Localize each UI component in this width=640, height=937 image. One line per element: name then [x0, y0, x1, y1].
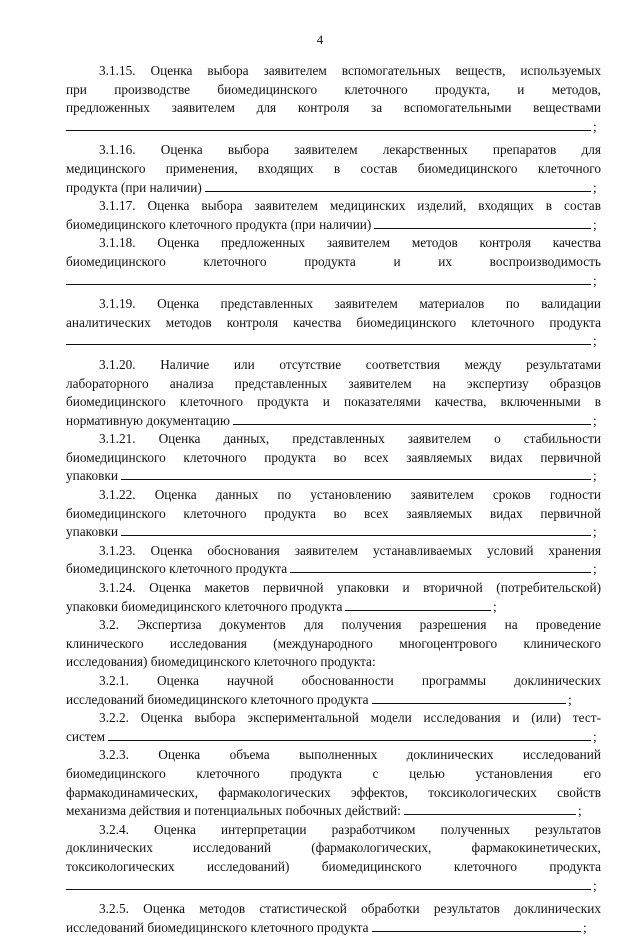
text-line: биомедицинского клеточного продукта и их воспроизводимость	[66, 253, 601, 269]
text-line: аналитических методов контроля качества биомедицинского клеточного продукта	[66, 314, 601, 330]
line-end-mark: ;	[593, 216, 597, 232]
text-line: 3.1.24. Оценка макетов первичной упаковки и вторичной (потребительской)	[99, 580, 601, 596]
blank-underline	[404, 802, 576, 815]
line-end-mark: ;	[493, 598, 497, 614]
line-text: упаковки биомедицинского клеточного продукта	[66, 598, 343, 614]
line-end-mark: ;	[593, 333, 597, 349]
line-text: упаковки	[66, 524, 118, 540]
line-text: биомедицинского клеточного продукта	[66, 561, 288, 577]
text-line: клинического исследования (международного многоцентрового клинического	[66, 635, 601, 651]
clause-paragraph	[66, 197, 601, 234]
line-end-mark: ;	[583, 919, 587, 935]
blank-underline	[66, 877, 591, 890]
text-line: биомедицинского клеточного продукта во всех заявляемых видах первичной	[66, 505, 601, 521]
fill-in-line	[66, 523, 601, 542]
fill-in-line	[66, 691, 576, 710]
clause-paragraph	[66, 486, 601, 542]
text-line: 3.2.4. Оценка интерпретации разработчиком полученных результатов	[99, 821, 601, 837]
text-line: 3.1.20. Наличие или отсутствие соответствия между результатами	[99, 356, 601, 372]
text-line: лабораторного анализа представленных заявителем на экспертизу образцов	[66, 375, 601, 391]
line-end-mark: ;	[593, 412, 597, 428]
text-line: исследования) биомедицинского клеточного продукта:	[66, 654, 376, 670]
line-end-mark: ;	[593, 561, 597, 577]
clause-paragraph	[66, 900, 601, 937]
blank-underline	[66, 118, 591, 131]
text-line: доклинических исследований (фармакологических, фармакокинетических,	[66, 840, 601, 856]
text-line: при производстве биомедицинского клеточного продукта, и методов,	[66, 81, 601, 97]
text-line: 3.1.16. Оценка выбора заявителем лекарственных препаратов для	[99, 142, 601, 158]
line-end-mark: ;	[593, 877, 597, 893]
line-text: исследований биомедицинского клеточного продукта	[66, 691, 369, 707]
blank-underline	[66, 272, 591, 285]
blank-underline	[372, 919, 581, 932]
clause-paragraph	[66, 542, 601, 579]
fill-in-line	[66, 216, 601, 235]
text-line: 3.2. Экспертиза документов для получения разрешения на проведение	[99, 617, 601, 633]
line-end-mark: ;	[593, 728, 597, 744]
clause-paragraph	[66, 234, 601, 290]
text-line: 3.1.18. Оценка предложенных заявителем методов контроля качества	[99, 235, 601, 251]
clause-paragraph	[66, 579, 601, 616]
line-end-mark: ;	[593, 524, 597, 540]
line-text: исследований биомедицинского клеточного продукта	[66, 919, 369, 935]
clause-paragraph	[66, 672, 601, 709]
blank-underline	[290, 560, 591, 573]
fill-in-line	[66, 467, 601, 486]
blank-underline	[121, 523, 591, 536]
fill-in-line	[66, 560, 601, 579]
page-number: 4	[316, 32, 324, 47]
text-line: 3.1.19. Оценка представленных заявителем материалов по валидации	[99, 296, 601, 312]
line-text: механизма действия и потенциальных побочных действий:	[66, 803, 401, 819]
fill-in-line	[66, 272, 601, 291]
blank-underline	[372, 691, 566, 704]
clause-paragraph	[66, 356, 601, 430]
text-line: токсикологических исследований) биомедицинского клеточного продукта	[66, 858, 601, 874]
clause-paragraph	[66, 746, 601, 820]
clause-paragraph	[66, 430, 601, 486]
text-line: 3.1.15. Оценка выбора заявителем вспомогательных веществ, используемых	[99, 63, 601, 78]
line-text: нормативную документацию	[66, 412, 230, 428]
line-end-mark: ;	[568, 691, 572, 707]
line-text: биомедицинского клеточного продукта (при наличии)	[66, 216, 372, 232]
clause-paragraph	[66, 295, 601, 351]
text-line: медицинского применения, входящих в состав биомедицинского клеточного	[66, 160, 601, 176]
line-text: систем	[66, 728, 106, 744]
text-line: биомедицинского клеточного продукта и показателями качества, включенными в	[66, 394, 601, 410]
document-body	[66, 62, 601, 937]
clause-paragraph	[66, 141, 601, 197]
text-line: 3.1.21. Оценка данных, представленных заявителем о стабильности	[99, 431, 601, 447]
fill-in-line	[66, 728, 601, 747]
fill-in-line	[66, 877, 601, 896]
blank-underline	[374, 216, 591, 229]
text-line: фармакодинамических, фармакологических эффектов, токсикологических свойств	[66, 784, 601, 800]
fill-in-line	[66, 919, 591, 937]
fill-in-line	[66, 802, 586, 821]
text-line: 3.2.3. Оценка объема выполненных доклинических исследований	[99, 747, 601, 763]
blank-underline	[108, 728, 591, 741]
line-end-mark: ;	[578, 803, 582, 819]
clause-paragraph	[66, 62, 601, 136]
blank-underline	[121, 467, 591, 480]
fill-in-line	[66, 412, 601, 431]
text-line: 3.1.23. Оценка обоснования заявителем устанавливаемых условий хранения	[99, 542, 601, 558]
clause-paragraph	[66, 821, 601, 895]
blank-underline	[205, 179, 591, 192]
blank-underline	[345, 598, 491, 611]
text-line: предложенных заявителем для контроля за вспомогательными веществами	[66, 100, 601, 116]
fill-in-line	[66, 118, 601, 137]
blank-underline	[233, 412, 591, 425]
line-end-mark: ;	[593, 468, 597, 484]
line-end-mark: ;	[593, 272, 597, 288]
text-line: 3.2.5. Оценка методов статистической обработки результатов доклинических	[99, 901, 601, 917]
text-line: 3.1.22. Оценка данных по установлению заявителем сроков годности	[99, 487, 601, 503]
blank-underline	[66, 332, 591, 345]
text-line: 3.2.1. Оценка научной обоснованности программы доклинических	[99, 673, 601, 688]
fill-in-line	[66, 179, 601, 198]
fill-in-line	[66, 598, 501, 617]
text-line: 3.1.17. Оценка выбора заявителем медицинских изделий, входящих в состав	[99, 198, 601, 214]
text-line: биомедицинского клеточного продукта во всех заявляемых видах первичной	[66, 449, 601, 465]
line-end-mark: ;	[593, 118, 597, 134]
text-line: биомедицинского клеточного продукта с целью установления его	[66, 765, 601, 781]
text-line: 3.2.2. Оценка выбора экспериментальной модели исследования и (или) тест-	[99, 710, 601, 726]
line-text: упаковки	[66, 468, 118, 484]
clause-paragraph	[66, 616, 601, 672]
fill-in-line	[66, 332, 601, 351]
clause-paragraph	[66, 709, 601, 746]
line-end-mark: ;	[593, 179, 597, 195]
line-text: продукта (при наличии)	[66, 179, 202, 195]
